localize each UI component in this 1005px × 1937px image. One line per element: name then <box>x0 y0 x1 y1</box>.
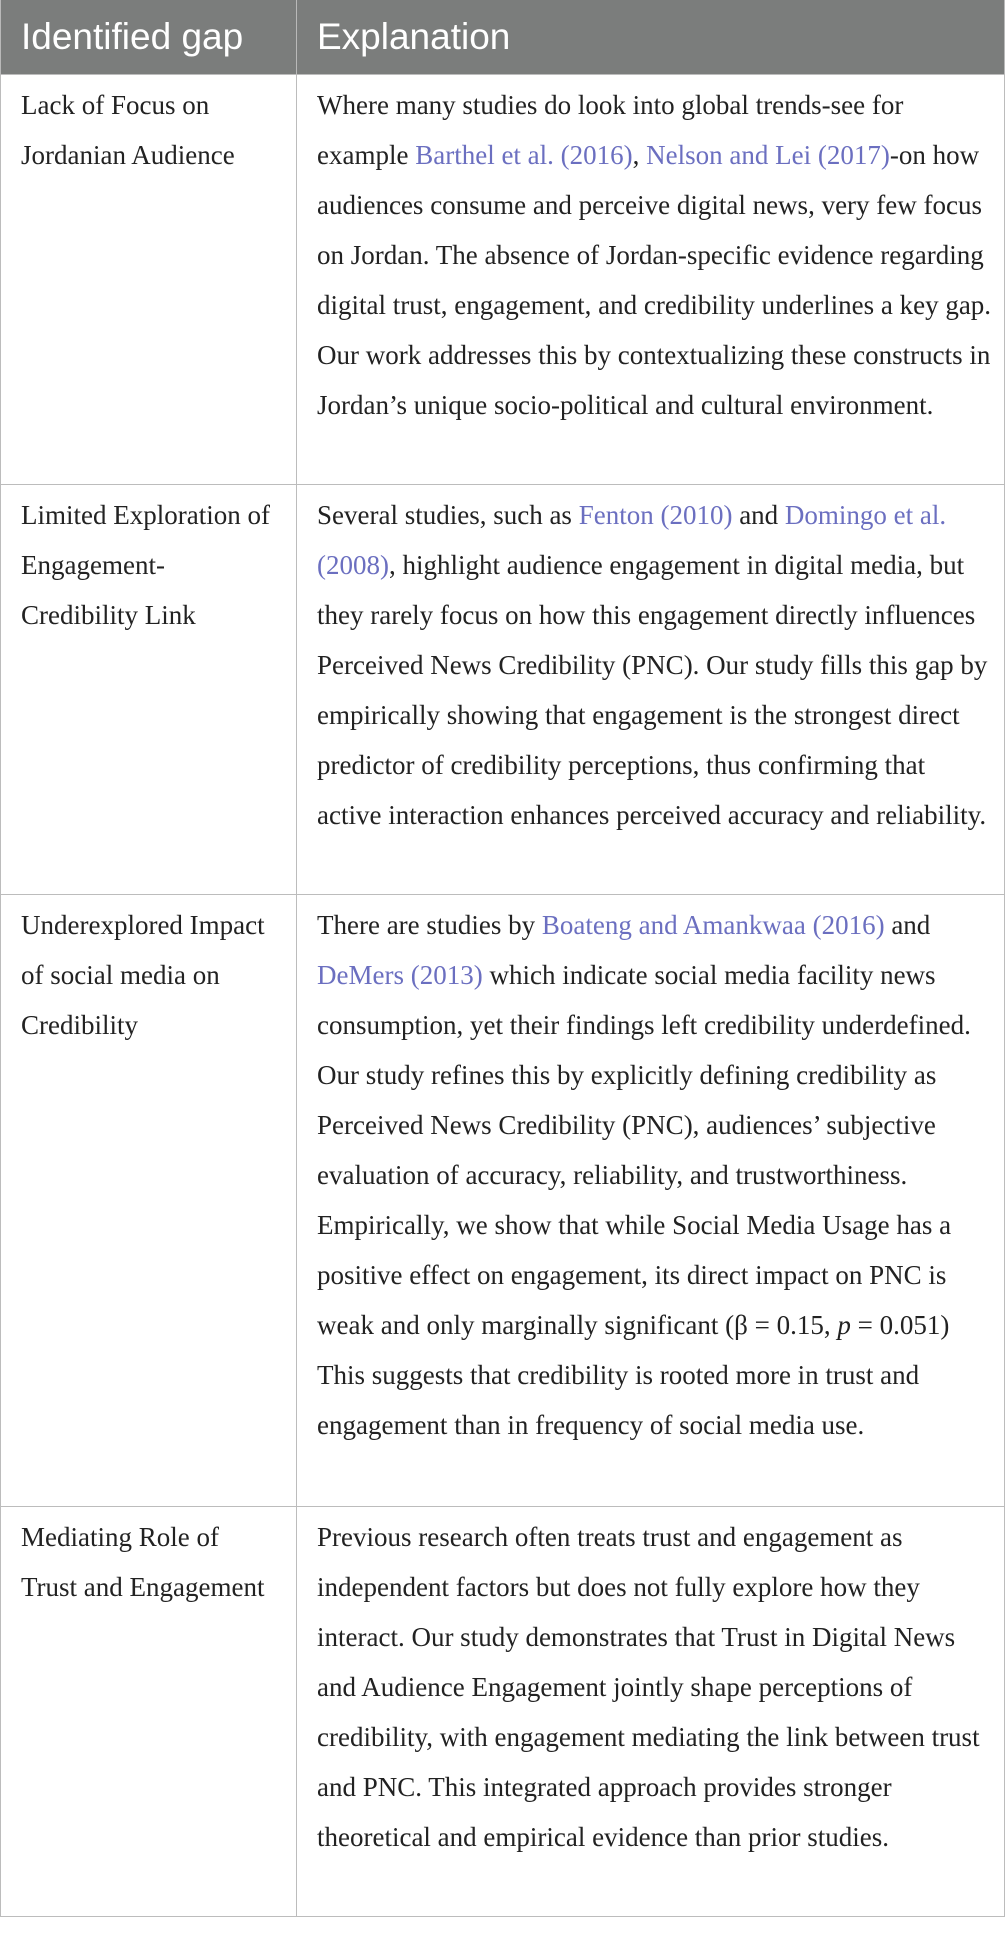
explanation-cell <box>297 485 1005 895</box>
reference-link[interactable]: Nelson and Lei (2017) <box>646 140 890 170</box>
explanation-cell <box>297 1507 1005 1917</box>
gap-cell: Lack of Focus on Jordanian Audience <box>1 75 297 485</box>
gap-cell: Limited Exploration of Engagement-Credibility Link <box>1 485 297 895</box>
explanation-text: and <box>884 910 931 940</box>
gap-cell: Underexplored Impact of social media on Credibility <box>1 895 297 1507</box>
reference-link[interactable]: Barthel et al. (2016) <box>415 140 633 170</box>
table-header-row <box>1 0 1005 75</box>
explanation-text: Where many studies do look into global trends-see for example <box>317 90 904 170</box>
p-value-symbol: p <box>837 1310 851 1340</box>
explanation-text: and <box>732 500 785 530</box>
column-header-explanation: Explanation <box>297 0 1005 75</box>
explanation-text: = 0.051) This suggests that credibility is rooted more in trust and engagement than in frequency of social media use. <box>317 1310 950 1440</box>
reference-link[interactable]: Fenton (2010) <box>578 500 733 530</box>
table-row <box>1 1507 1005 1917</box>
gap-cell: Mediating Role of Trust and Engagement <box>1 1507 297 1917</box>
explanation-cell <box>297 895 1005 1507</box>
table-row <box>1 895 1005 1507</box>
explanation-text: There are studies by <box>317 910 542 940</box>
column-header-identified-gap: Identified gap <box>1 0 297 75</box>
explanation-text: Previous research often treats trust and engagement as independent factors but does not fully explore how they interact. Our study demonstrates that Trust in Digital News and Audience Engagement jointly shape perceptions of credibility, with engagement mediating the link between trust and PNC. This integrated approach provides stronger theoretical and empirical evidence than prior studies. <box>317 1522 980 1852</box>
explanation-text: , <box>632 140 647 170</box>
reference-link[interactable]: DeMers (2013) <box>317 960 483 990</box>
explanation-text: Several studies, such as <box>317 500 579 530</box>
table-row <box>1 485 1005 895</box>
table-row <box>1 75 1005 485</box>
explanation-cell <box>297 75 1005 485</box>
explanation-text: which indicate social media facility news consumption, yet their findings left credibility underdefined. Our study refines this by explicitly defining credibility as Perceived News Credibility (PNC), audiences’ subjective evaluation of accuracy, reliability, and trustworthiness. Empirically, we show that while Social Media Usage has a positive effect on engagement, its direct impact on PNC is weak and only marginally significant (β = 0.15, <box>317 960 971 1340</box>
explanation-text: -on how audiences consume and perceive digital news, very few focus on Jordan. The absence of Jordan-specific evidence regarding digital trust, engagement, and credibility underlines a key gap. Our work addresses this by contextualizing these constructs in Jordan’s unique socio-political and cultural environment. <box>317 140 992 420</box>
reference-link[interactable]: Boateng and Amankwaa (2016) <box>541 910 885 940</box>
explanation-text: , highlight audience engagement in digital media, but they rarely focus on how this engagement directly influences Perceived News Credibility (PNC). Our study fills this gap by empirically showing that engagement is the strongest direct predictor of credibility perceptions, thus confirming that active interaction enhances perceived accuracy and reliability. <box>317 550 988 830</box>
reference-link[interactable]: Domingo et al. (2008) <box>317 500 947 580</box>
